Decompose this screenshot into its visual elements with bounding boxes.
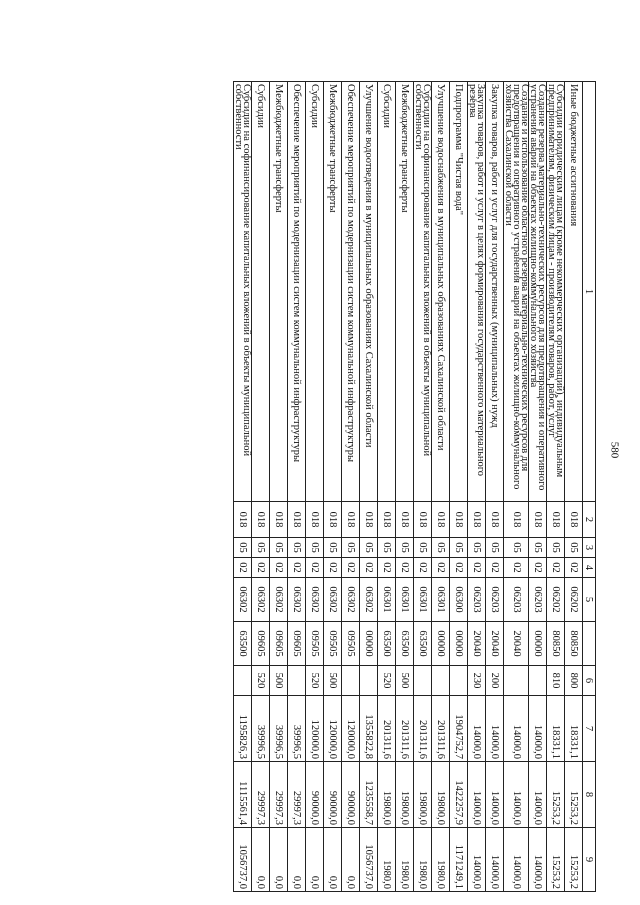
table-row — [486, 82, 504, 892]
section-code: 05 — [324, 538, 342, 558]
direction-code: 09505 — [324, 622, 342, 666]
table-row — [378, 82, 396, 892]
section-code: 05 — [450, 538, 468, 558]
expense-type-code — [450, 666, 468, 696]
amount-year-3: 1056737,0 — [360, 828, 378, 892]
item-name: Обеспечение мероприятий по модернизации систем коммунальной инфраструктуры — [288, 82, 306, 502]
item-name: Улучшение водоотведения в муниципальных образованиях Сахалинской области — [360, 82, 378, 502]
subsection-code: 02 — [306, 558, 324, 578]
ministry-code: 018 — [324, 502, 342, 538]
item-name: Субсидии — [306, 82, 324, 502]
expense-type-code — [414, 666, 432, 696]
item-name: Создание и использование областного резерва материально-технических ресурсов для предотвращения и оперативного устранения аварий на объектах жилищно-коммунального хозяйства Сахалинской области — [504, 82, 529, 502]
amount-year-1: 39996,5 — [288, 696, 306, 762]
program-code: 06302 — [252, 578, 270, 622]
header-cell: 2 — [583, 502, 596, 538]
ministry-code: 018 — [529, 502, 547, 538]
program-code: 06302 — [342, 578, 360, 622]
amount-year-1: 18331,1 — [547, 696, 565, 762]
program-code: 06302 — [288, 578, 306, 622]
expense-type-code: 810 — [547, 666, 565, 696]
direction-code: 09505 — [342, 622, 360, 666]
section-code: 05 — [288, 538, 306, 558]
subsection-code: 02 — [529, 558, 547, 578]
header-cell: 6 — [583, 666, 596, 696]
header-cell: 5 — [583, 578, 596, 622]
program-code: 06302 — [360, 578, 378, 622]
ministry-code: 018 — [432, 502, 450, 538]
item-name: Закупка товаров, работ и услуг для государственных (муниципальных) нужд — [486, 82, 504, 502]
expense-type-code — [504, 666, 529, 696]
direction-code: 63500 — [378, 622, 396, 666]
subsection-code: 02 — [468, 558, 486, 578]
amount-year-3: 1056737,0 — [234, 828, 252, 892]
amount-year-1: 18331,1 — [565, 696, 583, 762]
expense-type-code: 500 — [396, 666, 414, 696]
ministry-code: 018 — [234, 502, 252, 538]
section-code: 05 — [414, 538, 432, 558]
amount-year-1: 201311,6 — [396, 696, 414, 762]
amount-year-3: 14000,0 — [504, 828, 529, 892]
header-cell: 1 — [583, 82, 596, 502]
direction-code: 00000 — [529, 622, 547, 666]
item-name: Межбюджетные трансферты — [324, 82, 342, 502]
item-name: Субсидии юридическим лицам (кроме некоммерческих организаций), индивидуальным предпринимателям, физическим лицам - производителям товаров, работ, услуг — [547, 82, 565, 502]
amount-year-3: 14000,0 — [486, 828, 504, 892]
program-code: 06202 — [565, 578, 583, 622]
expense-type-code: 520 — [306, 666, 324, 696]
direction-code: 09605 — [288, 622, 306, 666]
item-name: Иные бюджетные ассигнования — [565, 82, 583, 502]
amount-year-2: 90000,0 — [342, 762, 360, 828]
program-code: 06302 — [306, 578, 324, 622]
item-name: Улучшение водоснабжения в муниципальных образованиях Сахалинской области — [432, 82, 450, 502]
section-code: 05 — [252, 538, 270, 558]
amount-year-3: 1980,0 — [432, 828, 450, 892]
section-code: 05 — [378, 538, 396, 558]
budget-table-sheet — [36, 81, 596, 891]
expense-type-code: 500 — [324, 666, 342, 696]
amount-year-2: 90000,0 — [306, 762, 324, 828]
amount-year-3: 1980,0 — [414, 828, 432, 892]
amount-year-3: 0,0 — [342, 828, 360, 892]
table-row — [306, 82, 324, 892]
section-code: 05 — [306, 538, 324, 558]
amount-year-3: 0,0 — [270, 828, 288, 892]
section-code: 05 — [529, 538, 547, 558]
ministry-code: 018 — [486, 502, 504, 538]
amount-year-1: 14000,0 — [486, 696, 504, 762]
amount-year-1: 1355822,8 — [360, 696, 378, 762]
direction-code: 00000 — [432, 622, 450, 666]
amount-year-1: 120000,0 — [324, 696, 342, 762]
direction-code: 80850 — [547, 622, 565, 666]
item-name: Межбюджетные трансферты — [270, 82, 288, 502]
amount-year-2: 90000,0 — [324, 762, 342, 828]
amount-year-2: 1115561,4 — [234, 762, 252, 828]
expense-type-code — [342, 666, 360, 696]
section-code: 05 — [565, 538, 583, 558]
table-body — [234, 82, 583, 892]
direction-code: 00000 — [360, 622, 378, 666]
subsection-code: 02 — [547, 558, 565, 578]
amount-year-2: 19800,0 — [378, 762, 396, 828]
table-row — [504, 82, 529, 892]
header-cell — [583, 622, 596, 666]
expense-type-code — [360, 666, 378, 696]
table-row — [360, 82, 378, 892]
program-code: 06203 — [486, 578, 504, 622]
header-cell: 8 — [583, 762, 596, 828]
ministry-code: 018 — [414, 502, 432, 538]
direction-code: 00000 — [450, 622, 468, 666]
amount-year-1: 14000,0 — [529, 696, 547, 762]
item-name: Обеспечение мероприятий по модернизации систем коммунальной инфраструктуры — [342, 82, 360, 502]
amount-year-2: 14000,0 — [529, 762, 547, 828]
subsection-code: 02 — [342, 558, 360, 578]
table-row — [342, 82, 360, 892]
direction-code: 20040 — [468, 622, 486, 666]
amount-year-1: 39996,5 — [270, 696, 288, 762]
amount-year-2: 1235558,7 — [360, 762, 378, 828]
amount-year-2: 15253,2 — [565, 762, 583, 828]
header-cell: 7 — [583, 696, 596, 762]
table-row — [234, 82, 252, 892]
page-number: 580 — [608, 441, 621, 459]
expense-type-code — [234, 666, 252, 696]
program-code: 06203 — [529, 578, 547, 622]
program-code: 06302 — [234, 578, 252, 622]
subsection-code: 02 — [360, 558, 378, 578]
table-row — [432, 82, 450, 892]
amount-year-3: 15253,2 — [547, 828, 565, 892]
expense-type-code — [288, 666, 306, 696]
expense-type-code: 200 — [486, 666, 504, 696]
amount-year-2: 19800,0 — [396, 762, 414, 828]
item-name: Субсидии — [378, 82, 396, 502]
item-name: Субсидии — [252, 82, 270, 502]
ministry-code: 018 — [450, 502, 468, 538]
direction-code: 63500 — [414, 622, 432, 666]
item-name: Субсидии на софинансирование капитальных вложений в объекты муниципальной собственности — [414, 82, 432, 502]
item-name: Закупка товаров, работ и услуг в целях формирования государственного материального резерва — [468, 82, 486, 502]
program-code: 06302 — [324, 578, 342, 622]
table-row — [547, 82, 565, 892]
section-code: 05 — [396, 538, 414, 558]
amount-year-3: 0,0 — [324, 828, 342, 892]
expense-type-code: 520 — [252, 666, 270, 696]
amount-year-1: 201311,6 — [378, 696, 396, 762]
amount-year-2: 15253,2 — [547, 762, 565, 828]
amount-year-3: 15253,2 — [565, 828, 583, 892]
subsection-code: 02 — [324, 558, 342, 578]
amount-year-1: 120000,0 — [306, 696, 324, 762]
subsection-code: 02 — [565, 558, 583, 578]
ministry-code: 018 — [252, 502, 270, 538]
expense-type-code: 800 — [565, 666, 583, 696]
amount-year-1: 201311,6 — [432, 696, 450, 762]
amount-year-3: 0,0 — [252, 828, 270, 892]
item-name: Субсидии на софинансирование капитальных вложений в объекты муниципальной собственности — [234, 82, 252, 502]
amount-year-3: 1980,0 — [396, 828, 414, 892]
ministry-code: 018 — [547, 502, 565, 538]
header-row — [583, 82, 596, 892]
table-row — [529, 82, 547, 892]
amount-year-3: 1171249,1 — [450, 828, 468, 892]
table-row — [288, 82, 306, 892]
direction-code: 80850 — [565, 622, 583, 666]
section-code: 05 — [342, 538, 360, 558]
amount-year-2: 19800,0 — [414, 762, 432, 828]
section-code: 05 — [432, 538, 450, 558]
ministry-code: 018 — [396, 502, 414, 538]
table-row — [414, 82, 432, 892]
subsection-code: 02 — [378, 558, 396, 578]
amount-year-3: 1980,0 — [378, 828, 396, 892]
table-row — [270, 82, 288, 892]
amount-year-1: 39996,5 — [252, 696, 270, 762]
amount-year-3: 14000,0 — [529, 828, 547, 892]
header-cell: 9 — [583, 828, 596, 892]
expense-type-code — [529, 666, 547, 696]
section-code: 05 — [504, 538, 529, 558]
subsection-code: 02 — [486, 558, 504, 578]
amount-year-1: 14000,0 — [504, 696, 529, 762]
direction-code: 09505 — [306, 622, 324, 666]
section-code: 05 — [360, 538, 378, 558]
amount-year-1: 120000,0 — [342, 696, 360, 762]
section-code: 05 — [468, 538, 486, 558]
subsection-code: 02 — [288, 558, 306, 578]
program-code: 06301 — [432, 578, 450, 622]
amount-year-2: 29997,3 — [288, 762, 306, 828]
table-row — [396, 82, 414, 892]
amount-year-2: 14000,0 — [504, 762, 529, 828]
amount-year-2: 1422257,9 — [450, 762, 468, 828]
amount-year-2: 14000,0 — [486, 762, 504, 828]
ministry-code: 018 — [468, 502, 486, 538]
expense-type-code — [432, 666, 450, 696]
item-name: Создание резерва материально-технических ресурсов для предотвращения и оперативного устранения аварий на объектах жилищно-коммунального хозяйства — [529, 82, 547, 502]
budget-table — [233, 81, 596, 892]
amount-year-1: 14000,0 — [468, 696, 486, 762]
amount-year-2: 29997,3 — [252, 762, 270, 828]
ministry-code: 018 — [504, 502, 529, 538]
subsection-code: 02 — [270, 558, 288, 578]
subsection-code: 02 — [450, 558, 468, 578]
direction-code: 63500 — [396, 622, 414, 666]
program-code: 06301 — [414, 578, 432, 622]
header-cell: 4 — [583, 558, 596, 578]
item-name: Подпрограмма "Чистая вода" — [450, 82, 468, 502]
program-code: 06202 — [547, 578, 565, 622]
amount-year-2: 19800,0 — [432, 762, 450, 828]
amount-year-2: 29997,3 — [270, 762, 288, 828]
expense-type-code: 230 — [468, 666, 486, 696]
table-row — [450, 82, 468, 892]
ministry-code: 018 — [360, 502, 378, 538]
subsection-code: 02 — [432, 558, 450, 578]
program-code: 06302 — [270, 578, 288, 622]
program-code: 06203 — [468, 578, 486, 622]
subsection-code: 02 — [396, 558, 414, 578]
expense-type-code: 520 — [378, 666, 396, 696]
table-row — [324, 82, 342, 892]
amount-year-1: 1195826,3 — [234, 696, 252, 762]
program-code: 06301 — [396, 578, 414, 622]
table-row — [565, 82, 583, 892]
ministry-code: 018 — [342, 502, 360, 538]
item-name: Межбюджетные трансферты — [396, 82, 414, 502]
section-code: 05 — [234, 538, 252, 558]
section-code: 05 — [270, 538, 288, 558]
expense-type-code: 500 — [270, 666, 288, 696]
program-code: 06203 — [504, 578, 529, 622]
table-row — [252, 82, 270, 892]
amount-year-3: 0,0 — [306, 828, 324, 892]
section-code: 05 — [486, 538, 504, 558]
direction-code: 20040 — [486, 622, 504, 666]
subsection-code: 02 — [414, 558, 432, 578]
direction-code: 09605 — [270, 622, 288, 666]
subsection-code: 02 — [234, 558, 252, 578]
subsection-code: 02 — [504, 558, 529, 578]
amount-year-3: 14000,0 — [468, 828, 486, 892]
direction-code: 09605 — [252, 622, 270, 666]
ministry-code: 018 — [565, 502, 583, 538]
amount-year-1: 1904752,7 — [450, 696, 468, 762]
header-cell: 3 — [583, 538, 596, 558]
section-code: 05 — [547, 538, 565, 558]
table-row — [468, 82, 486, 892]
program-code: 06301 — [378, 578, 396, 622]
ministry-code: 018 — [270, 502, 288, 538]
ministry-code: 018 — [288, 502, 306, 538]
amount-year-1: 201311,6 — [414, 696, 432, 762]
amount-year-3: 0,0 — [288, 828, 306, 892]
program-code: 06300 — [450, 578, 468, 622]
direction-code: 20040 — [504, 622, 529, 666]
ministry-code: 018 — [306, 502, 324, 538]
ministry-code: 018 — [378, 502, 396, 538]
subsection-code: 02 — [252, 558, 270, 578]
amount-year-2: 14000,0 — [468, 762, 486, 828]
direction-code: 63500 — [234, 622, 252, 666]
